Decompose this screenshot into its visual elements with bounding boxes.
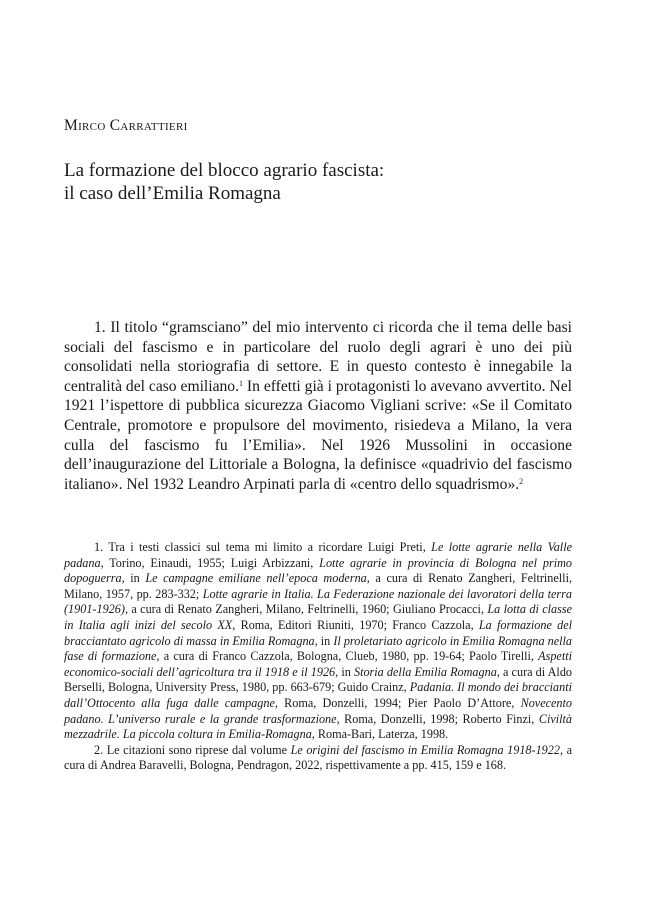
body-text-1: 1. Il titolo “gramsciano” del mio intervento ci ricorda che il tema delle basi sociali del fascismo e in particolare del ruolo degli agrari è uno dei più consolidati nella storiografia di settore. E in questo contesto è innegabile la centralità del caso emiliano. — [64, 319, 572, 395]
n1-segment: , Roma, Donzelli, 1998; Roberto Finzi, — [336, 711, 539, 726]
n1-segment: , a cura di Renato Zangheri, Milano, Feltrinelli, 1960; Giuliano Procacci, — [124, 602, 488, 617]
n1-segment: , in — [121, 571, 146, 586]
n1-segment: , in — [314, 633, 334, 648]
n1-segment: , a cura di Franco Cazzola, Bologna, Clueb, 1980, pp. 19-64; Paolo Tirelli, — [156, 649, 539, 664]
n1-segment: , Roma-Bari, Laterza, 1998. — [311, 727, 449, 742]
n1-segment: , Roma, Donzelli, 1994; Pier Paolo D’Attore, — [274, 695, 521, 710]
footnote-ref-2[interactable]: 2 — [519, 476, 524, 486]
n1-segment: , a cura di Renato Zangheri, Feltrinelli, Milano, 1957, pp. 283-332; — [64, 571, 572, 601]
article-title — [64, 159, 384, 205]
n1-segment: Storia della Emilia Romagna — [353, 664, 497, 679]
footnotes — [64, 540, 572, 774]
footnote-ref-1[interactable]: 1 — [238, 378, 243, 388]
n1-segment: Civiltà mezzadrile. La piccola coltura in Emilia-Romagna — [64, 711, 572, 742]
body-text-2: In effetti già i protagonisti lo avevano avvertito. Nel 1921 l’ispettore di pubblica sicurezza Giacomo Vigliani scrive: «Se il Comitato Centrale, promotore e propulsore del movimento, risiedeva a Milano, la vera culla del fascismo fu l’Emilia». Nel 1926 Mussolini in occasione dell’inaugurazione del Littoriale a Bologna, la definisce «quadrivio del fascismo italiano». Nel 1932 Leandro Arpinati parla di «centro dello squadrismo». — [64, 377, 572, 493]
author-name: Mirco Carrattieri — [64, 117, 188, 134]
n1-segment: Il proletariato agricolo in Emilia Romagna nella fase di formazione — [64, 633, 573, 664]
n1-segment: Le campagne emiliane nell’epoca moderna — [145, 571, 367, 586]
n1-segment: Padania. Il mondo dei braccianti dall’Ottocento alla fuga dalle campagne — [64, 680, 572, 710]
n1-segment: Aspetti economico-sociali dell’agricoltura tra il 1918 e il 1926 — [64, 649, 572, 679]
title-line-2: il caso dell’Emilia Romagna — [64, 183, 281, 204]
n2-segment: , a cura di Andrea Baravelli, Bologna, Pendragon, 2022, rispettivamente a pp. 415, 159 e 168. — [64, 742, 572, 773]
n2-segment: Le origini del fascismo in Emilia Romagna 1918-1922 — [290, 742, 560, 757]
n1-segment: Lotte agrarie in Italia. La Federazione nazionale dei lavoratori della terra (1901-1926) — [64, 586, 572, 617]
n1-segment: Lotte agrarie in provincia di Bologna nel primo dopoguerra — [64, 555, 572, 586]
n1-segment: , a cura di Aldo Berselli, Bologna, University Press, 1980, pp. 663-679; Guido Crainz, — [64, 664, 573, 695]
footnote-2 — [64, 743, 572, 774]
n1-segment: Le lotte agrarie nella Valle padana — [64, 540, 572, 570]
n2-segment: 2. Le citazioni sono riprese dal volume — [94, 742, 291, 757]
n1-segment: , in — [335, 664, 354, 679]
title-line-1: La formazione del blocco agrario fascista: — [64, 160, 385, 181]
body-paragraph — [64, 318, 572, 494]
footnote-1 — [64, 540, 572, 743]
n1-segment: La lotta di classe in Italia agli inizi del secolo XX — [64, 602, 572, 632]
n1-segment: 1. Tra i testi classici sul tema mi limito a ricordare Luigi Preti, — [94, 540, 432, 554]
n1-segment: La formazione del bracciantato agricolo di massa in Emilia Romagna — [64, 617, 572, 648]
n1-segment: Novecento padano. L’universo rurale e la grande trasformazione — [64, 695, 572, 726]
n1-segment: , Roma, Editori Riuniti, 1970; Franco Cazzola, — [232, 617, 479, 632]
n1-segment: , Torino, Einaudi, 1955; Luigi Arbizzani, — [100, 555, 320, 570]
